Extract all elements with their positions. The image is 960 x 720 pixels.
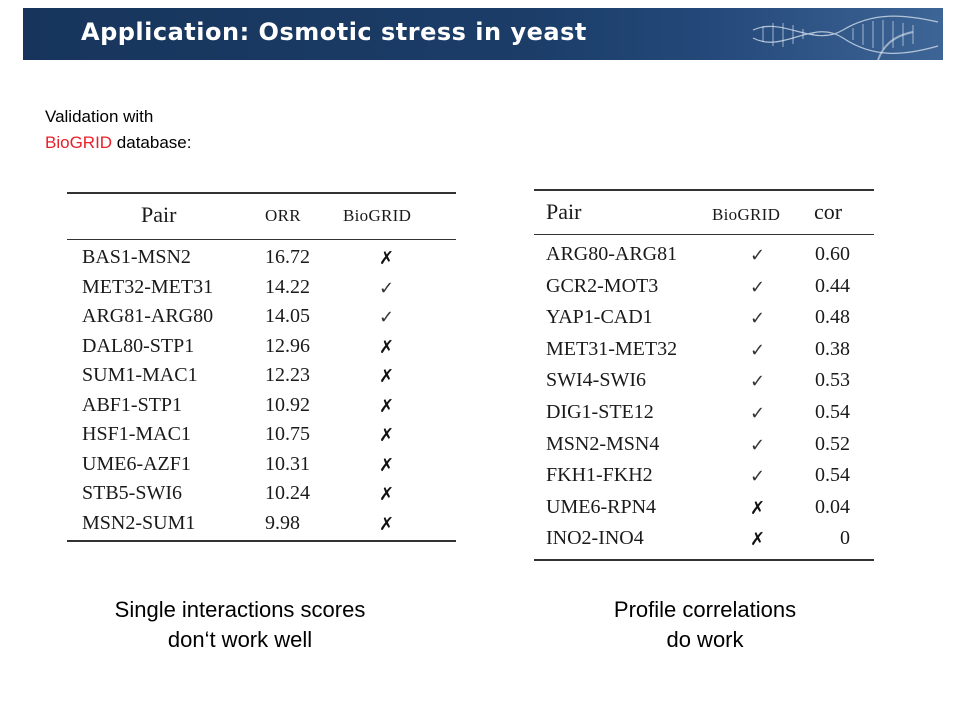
cell-pair: HSF1-MAC1 — [82, 423, 191, 445]
header-biogrid: BioGRID — [712, 205, 781, 224]
cross-icon: ✗ — [379, 336, 395, 358]
orr-table — [67, 192, 456, 544]
cell-orr: 14.22 — [265, 275, 310, 298]
cell-orr: 10.31 — [265, 452, 310, 475]
check-icon: ✓ — [379, 277, 395, 299]
cell-pair: ABF1-STP1 — [82, 393, 183, 416]
check-icon: ✓ — [750, 339, 766, 361]
cell-pair: ARG81-ARG80 — [82, 305, 214, 327]
check-icon: ✓ — [750, 245, 766, 266]
cell-pair: MSN2-MSN4 — [546, 432, 660, 455]
cell-pair: MSN2-SUM1 — [82, 511, 196, 534]
table-rule-top — [534, 189, 874, 191]
caption-right-line-1: Profile correlations — [613, 597, 797, 622]
cell-cor: 0.52 — [815, 432, 850, 455]
cell-pair: DIG1-STE12 — [546, 401, 654, 423]
caption-right — [525, 595, 885, 655]
cell-pair: BAS1-MSN2 — [82, 246, 191, 268]
cross-icon: ✗ — [379, 484, 395, 505]
cell-pair: SWI4-SWI6 — [546, 369, 646, 392]
cross-icon: ✗ — [379, 366, 395, 387]
intro-rest: database: — [112, 133, 192, 152]
cell-pair: MET31-MET32 — [546, 337, 678, 360]
check-icon: ✓ — [750, 434, 766, 456]
intro-line-1: Validation with — [45, 107, 154, 126]
intro-line-2 — [45, 130, 191, 156]
cell-orr: 10.75 — [265, 423, 310, 445]
header-cor: cor — [814, 199, 843, 224]
cell-pair: UME6-AZF1 — [82, 452, 191, 475]
cell-pair: FKH1-FKH2 — [546, 464, 653, 487]
cross-icon: ✗ — [379, 248, 395, 269]
cell-orr: 14.05 — [265, 305, 310, 327]
check-icon: ✓ — [750, 403, 766, 424]
cross-icon: ✗ — [750, 497, 766, 519]
check-icon: ✓ — [379, 307, 395, 328]
dna-helix-decoration — [713, 8, 943, 60]
cell-cor: 0.53 — [815, 369, 850, 392]
cell-pair: STB5-SWI6 — [82, 482, 182, 504]
caption-left — [60, 595, 420, 655]
biogrid-accent: BioGRID — [45, 133, 113, 152]
cell-orr: 10.92 — [265, 393, 310, 416]
cell-cor: 0.38 — [815, 337, 850, 360]
cell-cor: 0.44 — [815, 274, 850, 297]
page-title: Application: Osmotic stress in yeast — [81, 18, 587, 46]
cell-cor: 0.60 — [815, 243, 850, 265]
check-icon: ✓ — [750, 308, 766, 330]
check-icon: ✓ — [750, 276, 766, 298]
cross-icon: ✗ — [750, 529, 766, 551]
cell-pair: INO2-INO4 — [546, 527, 644, 550]
cell-pair: ARG80-ARG81 — [546, 243, 678, 265]
check-icon: ✓ — [750, 466, 766, 488]
correlation-table — [534, 189, 874, 563]
table-rule-mid — [67, 239, 456, 240]
header-pair: Pair — [141, 202, 177, 227]
cell-cor: 0 — [840, 527, 850, 550]
cell-orr: 10.24 — [265, 482, 310, 504]
cross-icon: ✗ — [379, 454, 395, 476]
cell-pair: DAL80-STP1 — [82, 334, 195, 357]
cross-icon: ✗ — [379, 395, 395, 417]
title-banner — [23, 8, 943, 60]
cell-cor: 0.54 — [815, 464, 850, 487]
table-rule-top — [67, 192, 456, 194]
cell-pair: SUM1-MAC1 — [82, 364, 198, 386]
cell-orr: 12.23 — [265, 364, 310, 386]
check-icon: ✓ — [750, 371, 766, 393]
cell-pair: UME6-RPN4 — [546, 495, 657, 518]
cell-cor: 0.04 — [815, 495, 850, 518]
caption-left-line-2: don‘t work well — [167, 627, 313, 652]
caption-left-line-1: Single interactions scores — [114, 597, 366, 622]
cell-pair: MET32-MET31 — [82, 275, 214, 298]
cross-icon: ✗ — [379, 513, 395, 535]
cell-orr: 16.72 — [265, 246, 310, 268]
header-biogrid: BioGRID — [343, 206, 412, 225]
cell-pair: GCR2-MOT3 — [546, 274, 659, 297]
cell-pair: YAP1-CAD1 — [546, 306, 653, 329]
cell-cor: 0.48 — [815, 306, 850, 329]
table-rule-mid — [534, 234, 874, 235]
table-rule-bottom — [534, 559, 874, 561]
caption-right-line-2: do work — [666, 627, 744, 652]
header-orr: ORR — [265, 206, 301, 225]
cell-orr: 12.96 — [265, 334, 310, 357]
intro-text — [45, 104, 191, 156]
cross-icon: ✗ — [379, 425, 395, 446]
header-pair: Pair — [546, 199, 582, 224]
cell-cor: 0.54 — [815, 401, 850, 423]
table-rule-bottom — [67, 540, 456, 542]
cell-orr: 9.98 — [265, 511, 300, 534]
